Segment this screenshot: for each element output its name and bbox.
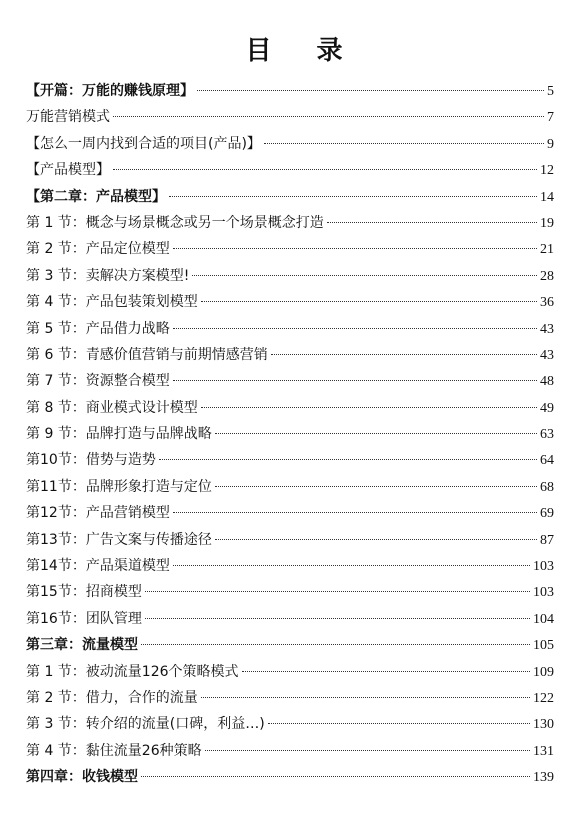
toc-entry-page-number: 122 [533, 690, 554, 706]
toc-entry-label: 万能营销模式 [26, 109, 110, 126]
toc-entry-page-number: 28 [540, 268, 554, 284]
toc-entry-page-number: 103 [533, 585, 554, 601]
toc-entry-label: 【怎么一周内找到合适的项目(产品)】 [26, 135, 261, 152]
toc-entry-label: 【产品模型】 [26, 162, 110, 179]
dot-leader [197, 90, 544, 91]
dot-leader [192, 275, 537, 276]
toc-entry-label: 第三章：流量模型 [26, 637, 138, 654]
toc-entry [26, 527, 554, 553]
dot-leader [242, 671, 530, 672]
toc-entry-label: 第15节：招商模型 [26, 584, 142, 601]
toc-entry-label: 第 3 节：卖解决方案模型! [26, 267, 190, 284]
toc-entry [26, 316, 554, 342]
toc-entry [26, 78, 554, 104]
toc-entry [26, 210, 554, 236]
toc-entry-page-number: 87 [540, 532, 554, 548]
toc-entry-page-number: 68 [540, 479, 554, 495]
toc-entry [26, 447, 554, 473]
dot-leader [169, 196, 537, 197]
dot-leader [268, 723, 530, 724]
toc-entry-page-number: 19 [540, 215, 554, 231]
toc-title: 目 录 [245, 36, 361, 66]
toc-entry-label: 第 8 节：商业模式设计模型 [26, 399, 198, 416]
toc-entry [26, 711, 554, 737]
toc-entry-page-number: 7 [547, 110, 554, 126]
dot-leader [215, 433, 537, 434]
dot-leader [141, 644, 530, 645]
toc-entry [26, 474, 554, 500]
dot-leader [173, 328, 537, 329]
toc-entry-page-number: 130 [533, 717, 554, 733]
toc-entry-label: 第 3 节：转介绍的流量(口碑，利益…) [26, 716, 265, 733]
toc-entry-page-number: 105 [533, 638, 554, 654]
toc-entry [26, 421, 554, 447]
toc-entry [26, 553, 554, 579]
dot-leader [215, 539, 537, 540]
dot-leader [264, 143, 544, 144]
toc-entry [26, 606, 554, 632]
toc-entry-page-number: 9 [547, 136, 554, 152]
toc-entry [26, 342, 554, 368]
dot-leader [173, 380, 537, 381]
toc-entry-page-number: 109 [533, 664, 554, 680]
toc-entry-page-number: 5 [547, 84, 554, 99]
dot-leader [173, 565, 530, 566]
toc-entry-page-number: 36 [540, 295, 554, 311]
toc-entry-page-number: 48 [540, 374, 554, 390]
toc-entry [26, 500, 554, 526]
toc-entry-page-number: 43 [540, 321, 554, 337]
dot-leader [113, 116, 544, 117]
dot-leader [205, 750, 530, 751]
toc-entry [26, 131, 554, 157]
toc-entry-label: 第12节：产品营销模型 [26, 505, 170, 522]
toc-entry-label: 第 2 节：借力，合作的流量 [26, 689, 198, 706]
toc-entry [26, 579, 554, 605]
toc-entry-page-number: 49 [540, 400, 554, 416]
toc-entry [26, 289, 554, 315]
toc-entry-label: 【开篇：万能的赚钱原理】 [26, 83, 194, 99]
toc-entry-page-number: 139 [533, 770, 554, 786]
toc-entry-page-number: 131 [533, 743, 554, 759]
toc-entry-label: 第 4 节：黏住流量26种策略 [26, 742, 202, 759]
toc-entry [26, 368, 554, 394]
toc-entry-page-number: 14 [540, 189, 554, 205]
toc-entry [26, 395, 554, 421]
toc-entry-label: 第 2 节：产品定位模型 [26, 241, 170, 258]
dot-leader [271, 354, 537, 355]
toc-entry-label: 第 4 节：产品包装策划模型 [26, 294, 198, 311]
toc-entry-label: 第16节：团队管理 [26, 610, 142, 627]
toc-entry-label: 第14节：产品渠道模型 [26, 558, 170, 575]
dot-leader [327, 222, 537, 223]
toc-entry-label: 第13节：广告文案与传播途径 [26, 531, 212, 548]
toc-entry-page-number: 21 [540, 242, 554, 258]
toc-entry [26, 184, 554, 210]
dot-leader [201, 407, 537, 408]
toc-entry [26, 236, 554, 262]
toc-entry [26, 659, 554, 685]
dot-leader [141, 776, 530, 777]
toc-entry-label: 第四章：收钱模型 [26, 769, 138, 786]
toc-entry-label: 第 1 节：概念与场景概念或另一个场景概念打造 [26, 214, 324, 231]
toc-entry-label: 第 7 节：资源整合模型 [26, 373, 170, 390]
toc-entry [26, 685, 554, 711]
toc-entry-label: 第 1 节：被动流量126个策略模式 [26, 663, 239, 680]
toc-entry-page-number: 63 [540, 427, 554, 443]
dot-leader [201, 697, 530, 698]
dot-leader [173, 248, 537, 249]
toc-entry-label: 第 6 节：青感价值营销与前期情感营销 [26, 346, 268, 363]
toc-entry-page-number: 12 [540, 163, 554, 179]
dot-leader [201, 301, 537, 302]
toc-entry-page-number: 43 [540, 347, 554, 363]
toc-entry [26, 764, 554, 790]
dot-leader [145, 591, 530, 592]
dot-leader [113, 169, 537, 170]
toc-entry-page-number: 69 [540, 506, 554, 522]
dot-leader [173, 512, 537, 513]
toc-entry-label: 第 9 节：品牌打造与品牌战略 [26, 426, 212, 443]
toc-entry-label: 【第二章：产品模型】 [26, 188, 166, 205]
toc-entry [26, 263, 554, 289]
toc-entry-page-number: 104 [533, 611, 554, 627]
toc-entry-label: 第 5 节：产品借力战略 [26, 320, 170, 337]
toc-entry-page-number: 64 [540, 453, 554, 469]
toc-entry [26, 104, 554, 130]
dot-leader [215, 486, 537, 487]
toc-entry-label: 第10节：借势与造势 [26, 452, 156, 469]
toc-entry-page-number: 103 [533, 559, 554, 575]
toc-entry-label: 第11节：品牌形象打造与定位 [26, 478, 212, 495]
dot-leader [145, 618, 530, 619]
toc-entry [26, 632, 554, 658]
table-of-contents [26, 78, 554, 791]
toc-entry [26, 738, 554, 764]
toc-entry [26, 157, 554, 183]
dot-leader [159, 459, 537, 460]
